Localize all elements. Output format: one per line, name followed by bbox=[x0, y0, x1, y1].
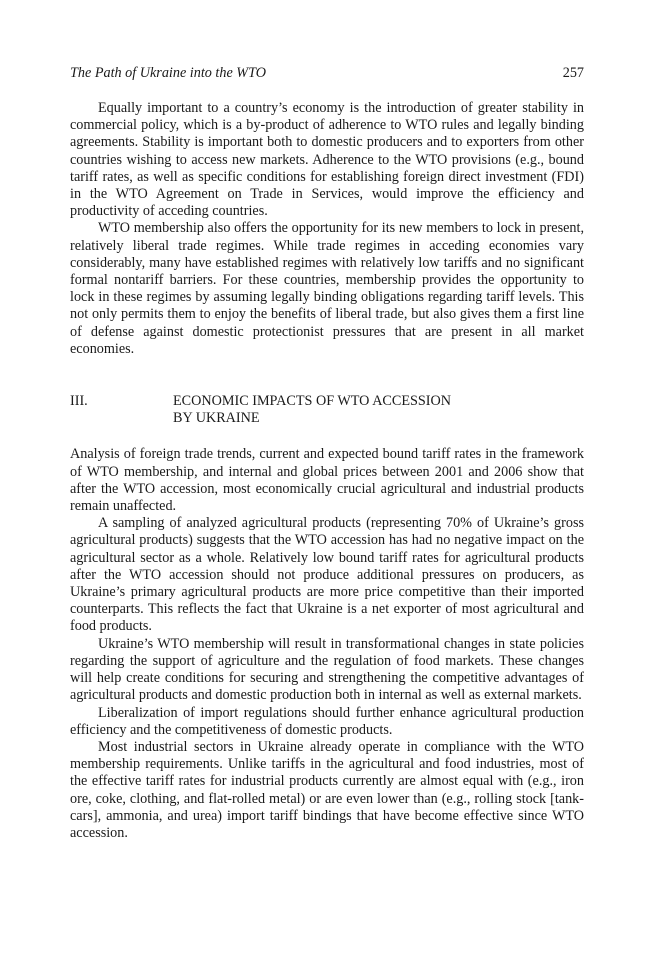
running-header bbox=[70, 64, 584, 82]
section-number: III. bbox=[70, 393, 88, 410]
page-number: 257 bbox=[562, 65, 584, 81]
section-title bbox=[173, 393, 451, 427]
paragraph: Liberalization of import regulations should further enhance agricultural production efficiency and the competitiveness of domestic products. bbox=[70, 704, 584, 738]
paragraph: Analysis of foreign trade trends, current and expected bound tariff rates in the framework of WTO membership, and internal and global prices between 2001 and 2006 show that after the WTO accession, most economically crucial agricultural and industrial products remain unaffected. bbox=[70, 446, 584, 515]
section-heading bbox=[70, 393, 584, 427]
paragraph: Ukraine’s WTO membership will result in transformational changes in state policies regarding the support of agriculture and the regulation of food markets. These changes will help create conditions for securing and strengthening the competitive advantages of agricultural products and domestic production both in internal as well as external markets. bbox=[70, 635, 584, 704]
paragraph: Most industrial sectors in Ukraine already operate in compliance with the WTO membership requirements. Unlike tariffs in the agricultural and food industries, most of the effective tariff rates for industrial products currently are almost equal with (e.g., iron ore, coke, clothing, and flat-rolled metal) or are even lower than (e.g., rolling stock [tank-cars], ammonia, and urea) import tariff bindings that have become effective since WTO accession. bbox=[70, 738, 584, 841]
paragraph: A sampling of analyzed agricultural products (representing 70% of Ukraine’s gross agricultural products) suggests that the WTO accession has had no negative impact on the agricultural sector as a whole. Relatively low bound tariff rates for agricultural products after the WTO accession should not produce additional pressures on producers, as Ukraine’s primary agricultural products are more price competitive than their imported counterparts. This reflects the fact that Ukraine is a net exporter of most agricultural and food products. bbox=[70, 515, 584, 635]
section-title-line: BY UKRAINE bbox=[173, 410, 260, 427]
running-title: The Path of Ukraine into the WTO bbox=[70, 65, 266, 81]
section-title-line: ECONOMIC IMPACTS OF WTO ACCESSION bbox=[173, 393, 452, 410]
body-text bbox=[70, 100, 584, 842]
paragraph: Equally important to a country’s economy is the introduction of greater stability in commercial policy, which is a by-product of adherence to WTO rules and legally binding agreements. Stability is important both to domestic producers and to exporters from other countries wishing to access new markets. Adherence to the WTO provisions (e.g., bound tariff rates, as well as specific conditions for establishing foreign direct investment (FDI) in the WTO Agreement on Trade in Services, would improve the efficiency and productivity of acceding countries. bbox=[70, 100, 584, 220]
paragraph: WTO membership also offers the opportunity for its new members to lock in present, relatively liberal trade regimes. While trade regimes in acceding economies vary considerably, many have established regimes with relatively low tariffs and no significant formal nontariff barriers. For these countries, membership provides the opportunity to lock in these regimes by assuming legally binding obligations regarding tariff levels. This not only permits them to enjoy the benefits of liberal trade, but also gives them a first line of defense against domestic protectionist pressures that are present in all market economies. bbox=[70, 220, 584, 357]
